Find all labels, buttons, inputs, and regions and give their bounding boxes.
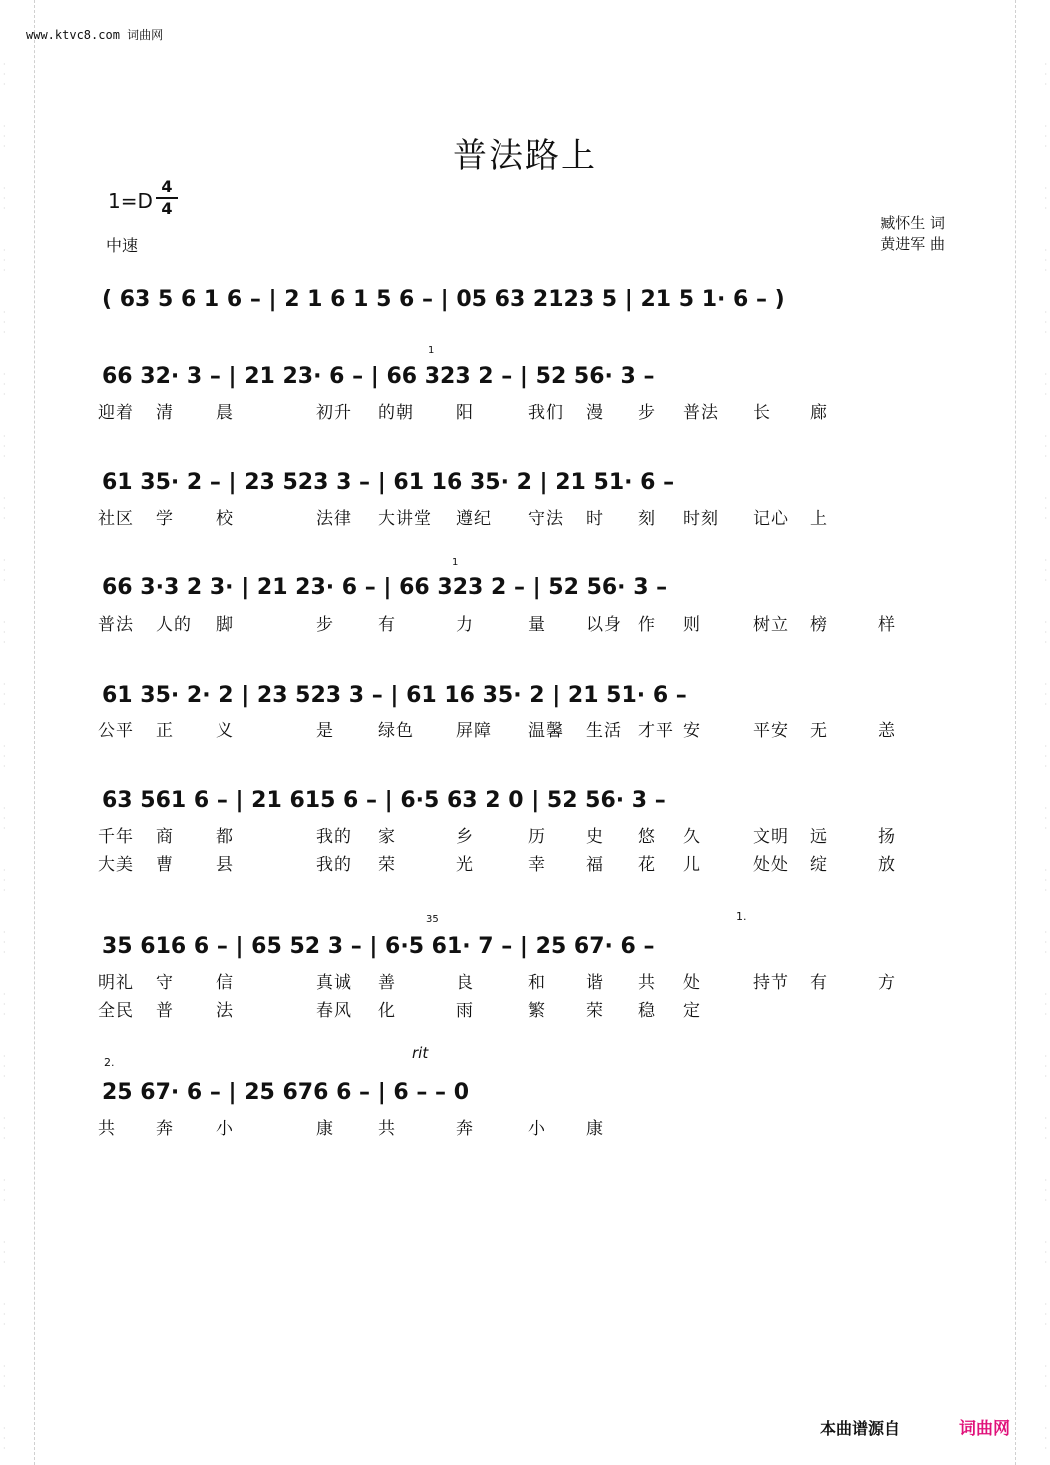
lyric-word: 家 (378, 827, 396, 847)
watermark-mark: · · · (3, 432, 6, 461)
lyric-word: 处处 (753, 855, 789, 875)
notation-text: 61 35· 2 – | 23 523 3 – | 61 16 35· 2 | 21 51· 6 – (102, 470, 675, 495)
right-watermark-strip (1015, 0, 1030, 1465)
watermark-mark: · · · (1044, 990, 1047, 1019)
score-row (98, 357, 950, 397)
lyric-word: 共 (378, 1119, 396, 1139)
lyric-word: 放 (878, 855, 896, 875)
lyric-word: 光 (456, 855, 474, 875)
grace-note-2: 1 (452, 557, 459, 568)
score-row (98, 676, 950, 716)
watermark-mark: · · · (1044, 60, 1047, 89)
lyric-word: 绿色 (378, 721, 414, 741)
lyric-word: 上 (810, 509, 828, 529)
watermark-mark: · · · (3, 618, 6, 647)
watermark-mark: · · · (3, 60, 6, 89)
notation-text: 63 561 6 – | 21 615 6 – | 6·5 63 2 0 | 52 56· 3 – (102, 788, 666, 813)
watermark-mark: · · · (3, 1300, 6, 1329)
left-watermark-strip (20, 0, 35, 1465)
lyric-word: 人的 (156, 615, 192, 635)
lyric-word: 步 (638, 403, 656, 423)
watermark-mark: · · · (3, 1424, 6, 1453)
lyric-word: 化 (378, 1001, 396, 1021)
watermark-mark: · · · (1044, 184, 1047, 213)
lyric-word: 曹 (156, 855, 174, 875)
lyric-word: 力 (456, 615, 474, 635)
lyric-word: 我们 (528, 403, 564, 423)
notation-line (98, 676, 950, 716)
lyric-word: 定 (683, 1001, 701, 1021)
lyric-word: 奔 (456, 1119, 474, 1139)
lyric-word: 康 (316, 1119, 334, 1139)
watermark-mark: · · · (1044, 370, 1047, 399)
watermark-mark: · · · (3, 1052, 6, 1081)
lyric-word: 康 (586, 1119, 604, 1139)
lyric-word: 真诚 (316, 973, 352, 993)
watermark-mark: · · · (3, 1114, 6, 1143)
lyric-word: 绽 (810, 855, 828, 875)
lyricist-credit: 臧怀生 词 (880, 214, 945, 232)
notation-text: 35 616 6 – | 65 52 3 – | 6·5 61· 7 – | 25 67· 6 – (102, 934, 655, 959)
notation-line (98, 357, 950, 397)
lyric-word: 安 (683, 721, 701, 741)
watermark-mark: · · · (3, 1362, 6, 1391)
lyric-word: 阳 (456, 403, 474, 423)
lyric-word: 作 (638, 615, 656, 635)
key-signature: 1=D (108, 189, 153, 213)
watermark-mark: · · · (1044, 308, 1047, 337)
lyric-word: 平安 (753, 721, 789, 741)
lyric-word: 荣 (378, 855, 396, 875)
watermark-mark: · · · (1044, 1238, 1047, 1267)
watermark-mark: · · · (1044, 1300, 1047, 1329)
lyric-word: 史 (586, 827, 604, 847)
score-row (98, 280, 950, 320)
lyric-word: 屏障 (456, 721, 492, 741)
lyric-word: 稳 (638, 1001, 656, 1021)
lyric-word: 我的 (316, 855, 352, 875)
watermark-mark: · · · (1044, 1424, 1047, 1453)
watermark-mark: · · · (3, 308, 6, 337)
source-site-link[interactable]: 词曲网 (959, 1419, 1010, 1439)
watermark-mark: · · · (1044, 432, 1047, 461)
lyric-word: 正 (156, 721, 174, 741)
watermark-mark: · · · (1044, 680, 1047, 709)
watermark-mark: · · · (3, 494, 6, 523)
lyric-word: 法律 (316, 509, 352, 529)
composer-credit: 黄进军 曲 (880, 235, 945, 253)
lyric-word: 的朝 (378, 403, 414, 423)
watermark-mark: · · · (1044, 928, 1047, 957)
watermark-mark: · · · (3, 184, 6, 213)
lyric-word: 信 (216, 973, 234, 993)
watermark-mark: · · · (3, 556, 6, 585)
notation-line (98, 568, 950, 608)
watermark-mark: · · · (1044, 1362, 1047, 1391)
lyric-word: 恙 (878, 721, 896, 741)
watermark-mark: · · · (3, 122, 6, 151)
lyric-word: 春风 (316, 1001, 352, 1021)
lyric-word: 普 (156, 1001, 174, 1021)
lyric-word: 悠 (638, 827, 656, 847)
watermark-mark: · · · (1044, 804, 1047, 833)
grace-note-1: 1 (428, 345, 435, 356)
notation-text: 61 35· 2· 2 | 23 523 3 – | 61 16 35· 2 | 21 51· 6 – (102, 683, 687, 708)
lyric-word: 善 (378, 973, 396, 993)
lyric-word: 样 (878, 615, 896, 635)
lyric-word: 方 (878, 973, 896, 993)
watermark-mark: · · · (3, 866, 6, 895)
lyric-word: 义 (216, 721, 234, 741)
notation-line (98, 927, 950, 967)
lyric-word: 长 (753, 403, 771, 423)
lyric-word: 久 (683, 827, 701, 847)
lyric-word: 学 (156, 509, 174, 529)
lyric-word: 谐 (586, 973, 604, 993)
meter-bottom: 4 (161, 199, 173, 218)
watermark-mark: · · · (1044, 494, 1047, 523)
watermark-mark: · · · (3, 1238, 6, 1267)
watermark-mark: · · · (1044, 1052, 1047, 1081)
lyric-word: 千年 (98, 827, 134, 847)
lyric-word: 乡 (456, 827, 474, 847)
watermark-mark: · · · (1044, 618, 1047, 647)
time-signature (156, 178, 178, 218)
lyric-word: 普法 (683, 403, 719, 423)
score-row (98, 568, 950, 608)
notation-text: 25 67· 6 – | 25 676 6 – | 6 – – 0 (102, 1080, 469, 1105)
watermark-mark: · · · (1044, 246, 1047, 275)
lyric-word: 我的 (316, 827, 352, 847)
lyric-word: 大美 (98, 855, 134, 875)
lyric-word: 生活 (586, 721, 622, 741)
score-row (98, 1073, 950, 1113)
lyric-word: 良 (456, 973, 474, 993)
watermark-mark: · · · (3, 804, 6, 833)
notation-line (98, 1073, 950, 1113)
lyric-word: 奔 (156, 1119, 174, 1139)
lyric-word: 廊 (810, 403, 828, 423)
lyric-word: 都 (216, 827, 234, 847)
score-row (98, 927, 950, 967)
notation-line (98, 463, 950, 503)
watermark-mark: · · · (3, 246, 6, 275)
score-row (98, 463, 950, 503)
lyric-word: 树立 (753, 615, 789, 635)
lyric-word: 晨 (216, 403, 234, 423)
watermark-mark: · · · (1044, 1176, 1047, 1205)
lyric-word: 福 (586, 855, 604, 875)
lyric-word: 校 (216, 509, 234, 529)
ritardando-mark: rit (412, 1044, 429, 1062)
lyric-word: 才平 (638, 721, 674, 741)
lyric-word: 扬 (878, 827, 896, 847)
notation-text: 66 32· 3 – | 21 23· 6 – | 66 323 2 – | 52 56· 3 – (102, 364, 655, 389)
lyric-word: 全民 (98, 1001, 134, 1021)
volta-2-marker: 2. (104, 1056, 115, 1069)
lyric-word: 持节 (753, 973, 789, 993)
watermark-mark: · · · (1044, 122, 1047, 151)
lyric-word: 漫 (586, 403, 604, 423)
watermark-mark: · · · (3, 680, 6, 709)
lyric-word: 历 (528, 827, 546, 847)
notation-text: 66 3·3 2 3· | 21 23· 6 – | 66 323 2 – | 52 56· 3 – (102, 575, 668, 600)
tempo-marking: 中速 (106, 236, 139, 255)
watermark-mark: · · · (3, 370, 6, 399)
lyric-word: 县 (216, 855, 234, 875)
watermark-mark: · · · (3, 1176, 6, 1205)
watermark-mark: · · · (1044, 866, 1047, 895)
lyric-word: 明礼 (98, 973, 134, 993)
lyric-word: 大讲堂 (378, 509, 432, 529)
lyric-word: 花 (638, 855, 656, 875)
site-header: www.ktvc8.com 词曲网 (26, 28, 164, 42)
lyric-word: 儿 (683, 855, 701, 875)
watermark-mark: · · · (3, 928, 6, 957)
lyric-word: 小 (528, 1119, 546, 1139)
lyric-word: 步 (316, 615, 334, 635)
lyric-word: 处 (683, 973, 701, 993)
lyric-word: 繁 (528, 1001, 546, 1021)
lyric-word: 法 (216, 1001, 234, 1021)
lyric-word: 则 (683, 615, 701, 635)
lyric-word: 记心 (753, 509, 789, 529)
score-row (98, 781, 950, 821)
lyric-word: 量 (528, 615, 546, 635)
lyric-word: 荣 (586, 1001, 604, 1021)
notation-text: ( 63 5 6 1 6 – | 2 1 6 1 5 6 – | 05 63 2123 5 | 21 5 1· 6 – ) (102, 287, 785, 312)
lyric-word: 远 (810, 827, 828, 847)
notation-line (98, 280, 950, 320)
watermark-mark: · · · (1044, 556, 1047, 585)
song-title: 普法路上 (453, 136, 597, 176)
meter-top: 4 (161, 177, 173, 196)
lyric-word: 时 (586, 509, 604, 529)
lyric-word: 时刻 (683, 509, 719, 529)
lyric-word: 是 (316, 721, 334, 741)
lyric-word: 小 (216, 1119, 234, 1139)
lyric-word: 遵纪 (456, 509, 492, 529)
watermark-mark: · · · (3, 990, 6, 1019)
lyric-word: 守法 (528, 509, 564, 529)
lyric-word: 幸 (528, 855, 546, 875)
source-label: 本曲谱源自 (819, 1419, 900, 1438)
grace-note-35: 35 (426, 914, 439, 925)
lyric-word: 清 (156, 403, 174, 423)
lyric-word: 有 (378, 615, 396, 635)
lyric-word: 刻 (638, 509, 656, 529)
lyric-word: 以身 (586, 615, 622, 635)
lyric-word: 初升 (316, 403, 352, 423)
lyric-word: 文明 (753, 827, 789, 847)
lyric-word: 温馨 (528, 721, 564, 741)
lyric-word: 榜 (810, 615, 828, 635)
watermark-mark: · · · (1044, 742, 1047, 771)
lyric-word: 社区 (98, 509, 134, 529)
lyric-word: 共 (98, 1119, 116, 1139)
lyric-word: 普法 (98, 615, 134, 635)
lyric-word: 有 (810, 973, 828, 993)
lyric-word: 公平 (98, 721, 134, 741)
lyric-word: 共 (638, 973, 656, 993)
lyric-word: 脚 (216, 615, 234, 635)
lyric-word: 雨 (456, 1001, 474, 1021)
lyric-word: 守 (156, 973, 174, 993)
lyric-word: 迎着 (98, 403, 134, 423)
watermark-mark: · · · (1044, 1114, 1047, 1143)
volta-1-marker: 1. (736, 910, 747, 923)
notation-line (98, 781, 950, 821)
watermark-mark: · · · (3, 742, 6, 771)
lyric-word: 和 (528, 973, 546, 993)
lyric-word: 商 (156, 827, 174, 847)
lyric-word: 无 (810, 721, 828, 741)
